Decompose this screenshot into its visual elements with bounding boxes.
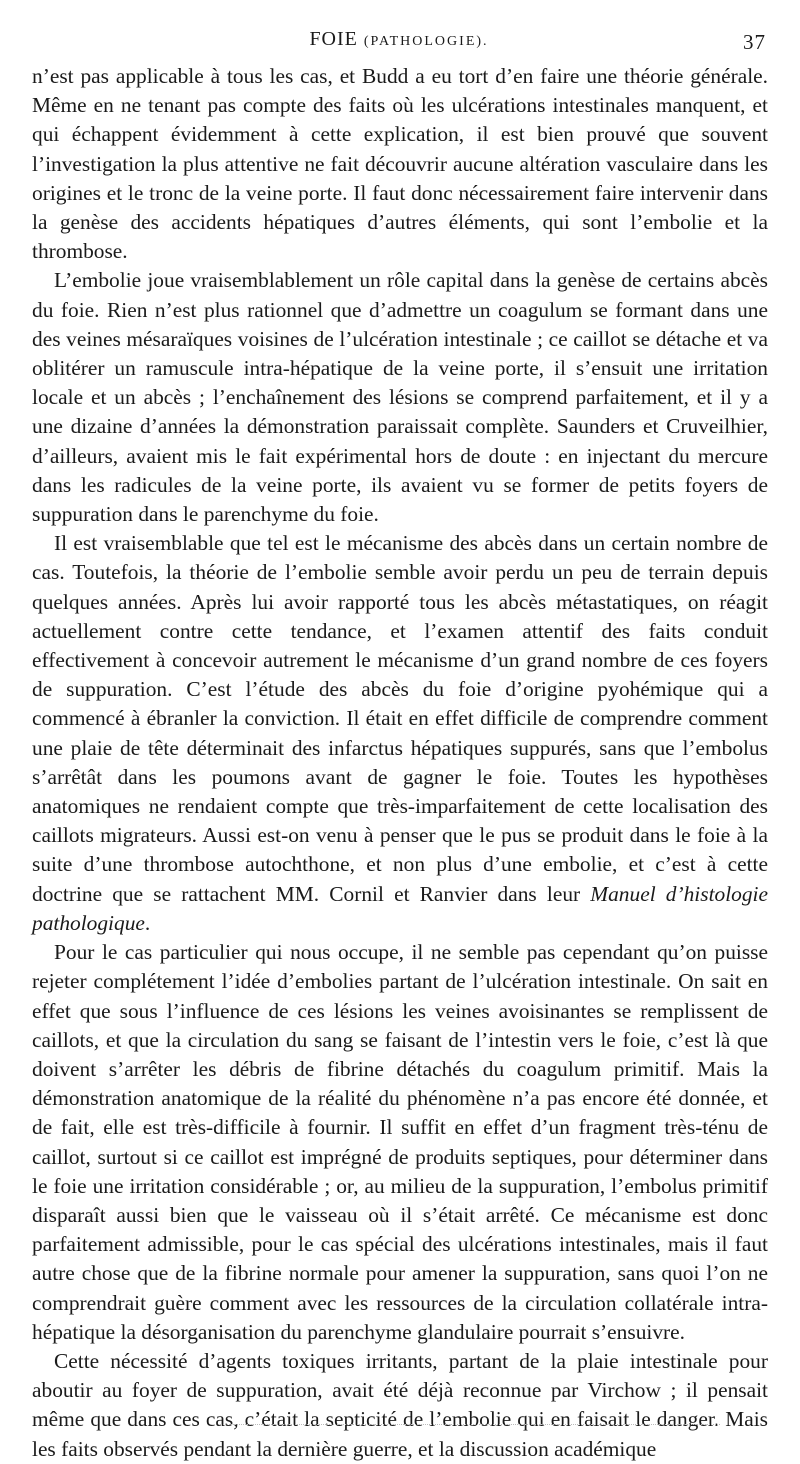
paragraph-text: . [144, 910, 151, 935]
paragraph-text: Il est vraisemblable que tel est le mécanisme des abcès dans un certain nombre de cas. Toutefois, la théorie de l’embolie semble avoir perdu un peu de terrain depuis quelques années. Après lui avoir rapporté tous les abcès métastatiques, on réagit actuellement contre cette tendance, et l’examen attentif des faits conduit effectivement à concevoir autrement le mécanisme d’un grand nombre de ces foyers de suppuration. C’est l’étude des abcès du foie d’origine pyohémique qui a commencé à ébranler la conviction. Il était en effet difficile de comprendre comment une plaie de tête déterminait des infarctus hépatiques suppurés, sans que l’embolus s’arrêtât dans les poumons avant de gagner le foie. Toutes les hypothèses anatomiques ne rendaient compte que très-imparfaitement de cette localisation des caillots migrateurs. Aussi est-on venu à penser que le pus se produit dans le foie à la suite d’une thrombose autochthone, et non plus d’une embolie, et c’est à cette doctrine que se rattachent MM. Cornil et Ranvier dans leur [32, 531, 768, 906]
running-head [32, 28, 766, 58]
paragraph-text: L’embolie joue vraisemblablement un rôle capital dans la genèse de certains abcès du foie. Rien n’est plus rationnel que d’admettre un coagulum se formant dans une des veines mésaraïques voisines de l’ulcération intestinale ; ce caillot se détache et va oblitérer un ramuscule intra-hépatique de la veine porte, il s’ensuit une irritation locale et un abcès ; l’enchaînement des lésions se comprend parfaitement, et il y a une dizaine d’années la démonstration paraissait complète. Saunders et Cruveilhier, d’ailleurs, avaient mis le fait expérimental hors de doute : en injectant du mercure dans les radicules de la veine porte, ils avaient vu se former de petits foyers de suppuration dans le parenchyme du foie. [32, 268, 768, 527]
body-text [32, 62, 768, 1464]
paragraph-text: Cette nécessité d’agents toxiques irritants, partant de la plaie intestinale pour aboutir au foyer de suppuration, avait été déjà reconnue par Virchow ; il pensait même que dans ces cas, c’était la septicité de l’embolie qui en faisait le danger. Mais les faits observés pendant la dernière guerre, et la discussion académique [32, 1348, 768, 1461]
paragraph-text: Pour le cas particulier qui nous occupe, il ne semble pas cependant qu’on puisse rejeter complétement l’idée d’embolies partant de l’ulcération intestinale. On sait en effet que sous l’influence de ces lésions les veines avoisinantes se remplissent de caillots, et que la circulation du sang se faisant de l’intestin vers le foie, c’est là que doivent s’arrêter les débris de fibrine détachés du coagulum primitif. Mais la démonstration anatomique de la réalité du phénomène n’a pas encore été donnée, et de fait, elle est très-difficile à fournir. Il suffit en effet d’un fragment très-ténu de caillot, surtout si ce caillot est imprégné de produits septiques, pour déterminer dans le foie une irritation considérable ; or, au milieu de la suppuration, l’embolus primitif disparaît aussi bien que le vaisseau où il s’était arrêté. Ce mécanisme est donc parfaitement admissible, pour le cas spécial des ulcérations intestinales, mais il faut autre chose que de la fibrine normale pour amener la suppuration, sans quoi l’on ne comprendrait guère comment avec les ressources de la circulation collatérale intra-hépatique la désorganisation du parenchyme glandulaire pourrait s’ensuivre. [32, 940, 768, 1344]
paragraph [32, 938, 768, 1347]
paragraph-text: n’est pas applicable à tous les cas, et Budd a eu tort d’en faire une théorie générale. Même en ne tenant pas compte des faits où les ulcérations intestinales manquent, et qui échappent évidemment à cette explication, il est bien prouvé que souvent l’investigation la plus attentive ne fait découvrir aucune altération vasculaire dans les origines et le tronc de la veine porte. Il faut donc nécessairement faire intervenir dans la genèse des accidents hépatiques d’autres éléments, qui sont l’embolie et la thrombose. [32, 64, 768, 264]
footer-divider [220, 1424, 720, 1426]
italic-title: Manuel d’histologie pathologique [32, 881, 768, 935]
running-title [32, 28, 766, 51]
running-title-main: FOIE [309, 28, 358, 50]
paragraph [32, 62, 768, 266]
page-number: 37 [743, 30, 766, 54]
paragraph [32, 529, 768, 938]
running-title-subtitle: (PATHOLOGIE). [363, 34, 489, 49]
paragraph [32, 1347, 768, 1464]
paragraph [32, 266, 768, 529]
